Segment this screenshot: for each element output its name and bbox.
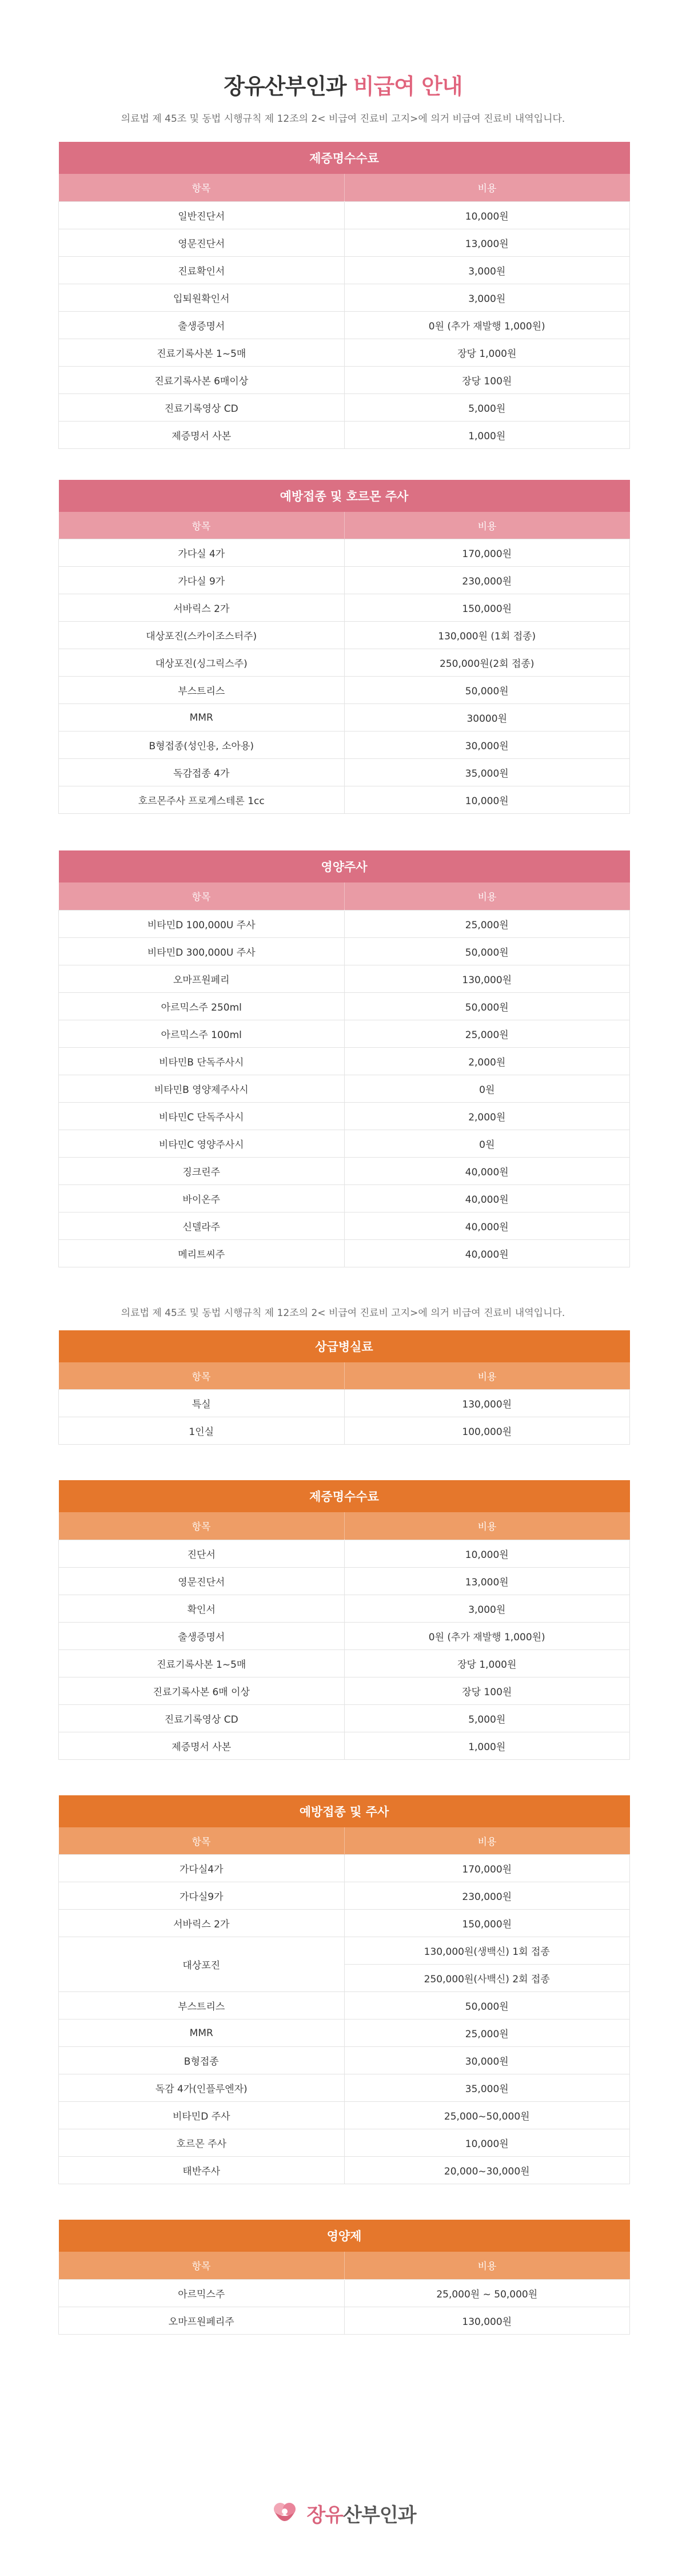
table-row: [59, 567, 630, 594]
item-cell: 독감접종 4가: [59, 759, 345, 786]
notice-text: 의료법 제 45조 및 동법 시행규칙 제 12조의 2< 비급여 진료비 고지>에 의거 비급여 진료비 내역입니다.: [121, 113, 565, 125]
table-row: [59, 786, 630, 814]
column-header-cost: 비용: [344, 1512, 630, 1540]
cost-cell: 130,000원 (1회 접종): [344, 622, 630, 649]
table-row: [59, 1732, 630, 1759]
item-cell: 대상포진(싱그릭스주): [59, 649, 345, 677]
item-cell: 가다실 4가: [59, 539, 345, 567]
table-header-row: [59, 1362, 630, 1390]
cost-cell: 35,000원: [344, 759, 630, 786]
table-row: [59, 1020, 630, 1047]
certificate-fee-table: [58, 1480, 630, 1760]
table-title-row: [59, 1795, 630, 1827]
item-cell: 독감 4가(인플루엔자): [59, 2074, 345, 2102]
table-title: 제증명수수료: [59, 142, 630, 174]
item-cell: 비타민D 주사: [59, 2102, 345, 2129]
item-cell: 호르몬주사 프로게스테론 1cc: [59, 786, 345, 814]
table-title-row: [59, 1480, 630, 1512]
table-row: [59, 594, 630, 622]
cost-cell: 170,000원: [344, 1855, 630, 1882]
cost-cell: 40,000원: [344, 1239, 630, 1267]
cost-cell: 13,000원: [344, 1567, 630, 1595]
table-row: [59, 2157, 630, 2184]
item-cell: 진료기록영상 CD: [59, 1704, 345, 1732]
item-cell: 비타민C 단독주사시: [59, 1102, 345, 1130]
table-row: [59, 1595, 630, 1622]
item-cell: 태반주사: [59, 2157, 345, 2184]
table-row: [59, 2074, 630, 2102]
table-row: [59, 2102, 630, 2129]
table-row: [59, 965, 630, 992]
item-cell: 아르믹스주: [59, 2279, 345, 2307]
table-title: 영양제: [59, 2220, 630, 2252]
table-row: [59, 677, 630, 704]
cost-cell: 1,000원: [344, 421, 630, 448]
footer: [0, 2499, 686, 2530]
table-row: [59, 704, 630, 732]
table-header-row: [59, 1827, 630, 1855]
fee-table: [58, 142, 630, 449]
table-row: [59, 1239, 630, 1267]
table-row: [59, 366, 630, 393]
column-header-cost: 비용: [344, 1362, 630, 1390]
cost-cell: 30000원: [344, 704, 630, 732]
column-header-cost: 비용: [344, 512, 630, 539]
table-title: 영양주사: [59, 850, 630, 882]
item-cell: 진료기록사본 1~5매: [59, 339, 345, 366]
item-cell: 징크린주: [59, 1157, 345, 1184]
cost-cell: 170,000원: [344, 539, 630, 567]
item-cell: 부스트리스: [59, 677, 345, 704]
item-cell: MMR: [59, 704, 345, 732]
item-cell: 비타민C 영양주사시: [59, 1130, 345, 1157]
table-row: [59, 1677, 630, 1704]
item-cell: 바이온주: [59, 1184, 345, 1212]
cost-cell: 50,000원: [344, 992, 630, 1020]
item-cell: B형접종(성인용, 소아용): [59, 732, 345, 759]
item-cell: 1인실: [59, 1417, 345, 1445]
cost-cell: 10,000원: [344, 2129, 630, 2157]
table-row: [59, 937, 630, 965]
cost-cell: 25,000원: [344, 1020, 630, 1047]
table-header-row: [59, 2252, 630, 2279]
table-title-row: [59, 2220, 630, 2252]
cost-cell: 10,000원: [344, 1540, 630, 1567]
table-row: [59, 256, 630, 284]
table-row: [59, 2129, 630, 2157]
cost-cell: 장당 100원: [344, 366, 630, 393]
table-header-row: [59, 1512, 630, 1540]
item-cell: 제증명서 사본: [59, 421, 345, 448]
cost-cell: 35,000원: [344, 2074, 630, 2102]
column-header-cost: 비용: [344, 882, 630, 910]
table-row: [59, 1417, 630, 1445]
cost-cell: 50,000원: [344, 677, 630, 704]
table-row: [59, 539, 630, 567]
item-cell: 비타민D 300,000U 주사: [59, 937, 345, 965]
table-row: [59, 649, 630, 677]
cost-cell: 100,000원: [344, 1417, 630, 1445]
item-cell: 영문진단서: [59, 229, 345, 256]
item-cell: 비타민B 단독주사시: [59, 1047, 345, 1075]
table-title: 예방접종 및 주사: [59, 1795, 630, 1827]
table-row: [59, 229, 630, 256]
item-cell: 진단서: [59, 1540, 345, 1567]
cost-cell: 2,000원: [344, 1047, 630, 1075]
table-row: [59, 1130, 630, 1157]
vaccine-table: [58, 1795, 630, 2185]
column-header-item: 항목: [59, 174, 345, 201]
section-room-fee: [58, 1330, 630, 1445]
cost-cell: 0원: [344, 1130, 630, 1157]
cost-cell: 130,000원: [344, 1390, 630, 1417]
item-cell: 진료기록영상 CD: [59, 393, 345, 421]
cost-cell: 150,000원: [344, 1910, 630, 1937]
table-row: [59, 759, 630, 786]
table-row: [59, 1855, 630, 1882]
cost-cell: 0원 (추가 재발행 1,000원): [344, 311, 630, 339]
table-title-row: [59, 1330, 630, 1362]
table-header-row: [59, 174, 630, 201]
cost-cell: 25,000원: [344, 910, 630, 937]
item-cell: 오마프원페리주: [59, 2307, 345, 2334]
item-cell: 아르믹스주 100ml: [59, 1020, 345, 1047]
cost-cell: 30,000원: [344, 732, 630, 759]
table-title-row: [59, 850, 630, 882]
table-row: [59, 622, 630, 649]
column-header-item: 항목: [59, 2252, 345, 2279]
logo-text: [306, 2499, 416, 2527]
column-header-item: 항목: [59, 882, 345, 910]
cost-cell: 1,000원: [344, 1732, 630, 1759]
cost-cell: 10,000원: [344, 786, 630, 814]
section-certificate-fee: [58, 1480, 630, 1760]
column-header-item: 항목: [59, 1362, 345, 1390]
notice-text-2: 의료법 제 45조 및 동법 시행규칙 제 12조의 2< 비급여 진료비 고지>에 의거 비급여 진료비 내역입니다.: [121, 1307, 565, 1319]
cost-cell: 250,000원(2회 접종): [344, 649, 630, 677]
item-cell: 오마프원페리: [59, 965, 345, 992]
table-row: [59, 1390, 630, 1417]
cost-cell: 130,000원: [344, 2307, 630, 2334]
cost-cell: 230,000원: [344, 567, 630, 594]
column-header-cost: 비용: [344, 174, 630, 201]
table-row: [59, 1102, 630, 1130]
table-row: [59, 1075, 630, 1102]
table-row: [59, 1649, 630, 1677]
footer-logo: [270, 2499, 416, 2527]
cost-cell: 25,000원: [344, 2020, 630, 2047]
table-row: [59, 2047, 630, 2074]
item-cell: 호르몬 주사: [59, 2129, 345, 2157]
nutrition-table: [58, 2220, 630, 2335]
heart-flower-logo-icon: [270, 2500, 300, 2527]
column-header-cost: 비용: [344, 2252, 630, 2279]
table-row: [59, 1540, 630, 1567]
table-row: [59, 1704, 630, 1732]
table-row: [59, 421, 630, 448]
table-row: [59, 1622, 630, 1649]
table-row: [59, 2307, 630, 2334]
cost-cell: 150,000원: [344, 594, 630, 622]
table-row: [59, 2020, 630, 2047]
table-row: [59, 1157, 630, 1184]
fee-table: [58, 850, 630, 1267]
cost-cell: 5,000원: [344, 393, 630, 421]
cost-cell: 장당 1,000원: [344, 339, 630, 366]
item-cell: 확인서: [59, 1595, 345, 1622]
item-cell: 일반진단서: [59, 201, 345, 229]
table-row: [59, 992, 630, 1020]
logo-text-a: 장유: [306, 2504, 344, 2527]
item-cell: 진료확인서: [59, 256, 345, 284]
cost-cell: 130,000원: [344, 965, 630, 992]
item-cell: 서바릭스 2가: [59, 594, 345, 622]
table-row: [59, 1567, 630, 1595]
room-fee-table: [58, 1330, 630, 1445]
cost-cell: 30,000원: [344, 2047, 630, 2074]
cost-cell: 40,000원: [344, 1184, 630, 1212]
cost-cell: 25,000원 ~ 50,000원: [344, 2279, 630, 2307]
cost-cell: 20,000~30,000원: [344, 2157, 630, 2184]
cost-cell: 10,000원: [344, 201, 630, 229]
logo-text-b: 산부인과: [343, 2504, 416, 2527]
pink-section: [58, 850, 630, 1267]
pink-section: [58, 142, 630, 449]
table-row: [59, 393, 630, 421]
item-cell: 영문진단서: [59, 1567, 345, 1595]
cost-cell: 장당 1,000원: [344, 1649, 630, 1677]
item-cell: 진료기록사본 6매이상: [59, 366, 345, 393]
table-row: [59, 339, 630, 366]
cost-cell: 25,000~50,000원: [344, 2102, 630, 2129]
section-vaccine: [58, 1795, 630, 2185]
cost-cell: 250,000원(사백신) 2회 접종: [344, 1965, 630, 1992]
pink-section: [58, 480, 630, 814]
cost-cell: 5,000원: [344, 1704, 630, 1732]
cost-cell: 0원: [344, 1075, 630, 1102]
item-cell: 입퇴원확인서: [59, 284, 345, 311]
item-cell: 대상포진(스카이조스터주): [59, 622, 345, 649]
item-cell: 비타민B 영양제주사시: [59, 1075, 345, 1102]
item-cell: 가다실9가: [59, 1882, 345, 1910]
column-header-item: 항목: [59, 1827, 345, 1855]
item-cell: 제증명서 사본: [59, 1732, 345, 1759]
table-row: [59, 1910, 630, 1937]
cost-cell: 40,000원: [344, 1157, 630, 1184]
page-title: [0, 0, 686, 109]
table-row: [59, 910, 630, 937]
cost-cell: 0원 (추가 재발행 1,000원): [344, 1622, 630, 1649]
cost-cell: 2,000원: [344, 1102, 630, 1130]
table-row: [59, 2279, 630, 2307]
cost-cell: 장당 100원: [344, 1677, 630, 1704]
fee-table: [58, 480, 630, 814]
cost-cell: 130,000원(생백신) 1회 접종: [344, 1937, 630, 1965]
table-row: [59, 201, 630, 229]
column-header-item: 항목: [59, 512, 345, 539]
item-cell: 비타민D 100,000U 주사: [59, 910, 345, 937]
cost-cell: 230,000원: [344, 1882, 630, 1910]
cost-cell: 40,000원: [344, 1212, 630, 1239]
table-row: [59, 1212, 630, 1239]
cost-cell: 50,000원: [344, 1992, 630, 2020]
section-nutrition: [58, 2220, 630, 2335]
item-cell: MMR: [59, 2020, 345, 2047]
table-title: 제증명수수료: [59, 1480, 630, 1512]
item-cell: 아르믹스주 250ml: [59, 992, 345, 1020]
table-title-row: [59, 142, 630, 174]
table-header-row: [59, 512, 630, 539]
item-cell: 가다실 9가: [59, 567, 345, 594]
table-row: [59, 1937, 630, 1965]
item-cell: 메리트씨주: [59, 1239, 345, 1267]
table-title: 상급병실료: [59, 1330, 630, 1362]
table-row: [59, 1882, 630, 1910]
cost-cell: 3,000원: [344, 1595, 630, 1622]
item-cell: 출생증명서: [59, 311, 345, 339]
item-cell: 대상포진: [59, 1937, 345, 1992]
table-row: [59, 311, 630, 339]
table-row: [59, 1047, 630, 1075]
cost-cell: 3,000원: [344, 284, 630, 311]
table-row: [59, 1992, 630, 2020]
item-cell: 출생증명서: [59, 1622, 345, 1649]
item-cell: 특실: [59, 1390, 345, 1417]
table-row: [59, 732, 630, 759]
table-title: 예방접종 및 호르몬 주사: [59, 480, 630, 512]
table-row: [59, 284, 630, 311]
item-cell: 신델라주: [59, 1212, 345, 1239]
table-header-row: [59, 882, 630, 910]
item-cell: B형접종: [59, 2047, 345, 2074]
column-header-item: 항목: [59, 1512, 345, 1540]
item-cell: 부스트리스: [59, 1992, 345, 2020]
table-title-row: [59, 480, 630, 512]
title-main: 장유산부인과: [224, 74, 353, 99]
cost-cell: 13,000원: [344, 229, 630, 256]
cost-cell: 3,000원: [344, 256, 630, 284]
title-accent: 비급여 안내: [353, 74, 462, 99]
item-cell: 서바릭스 2가: [59, 1910, 345, 1937]
cost-cell: 50,000원: [344, 937, 630, 965]
item-cell: 진료기록사본 1~5매: [59, 1649, 345, 1677]
table-row: [59, 1184, 630, 1212]
pink-sections: [0, 142, 686, 1267]
item-cell: 가다실4가: [59, 1855, 345, 1882]
item-cell: 진료기록사본 6매 이상: [59, 1677, 345, 1704]
column-header-cost: 비용: [344, 1827, 630, 1855]
